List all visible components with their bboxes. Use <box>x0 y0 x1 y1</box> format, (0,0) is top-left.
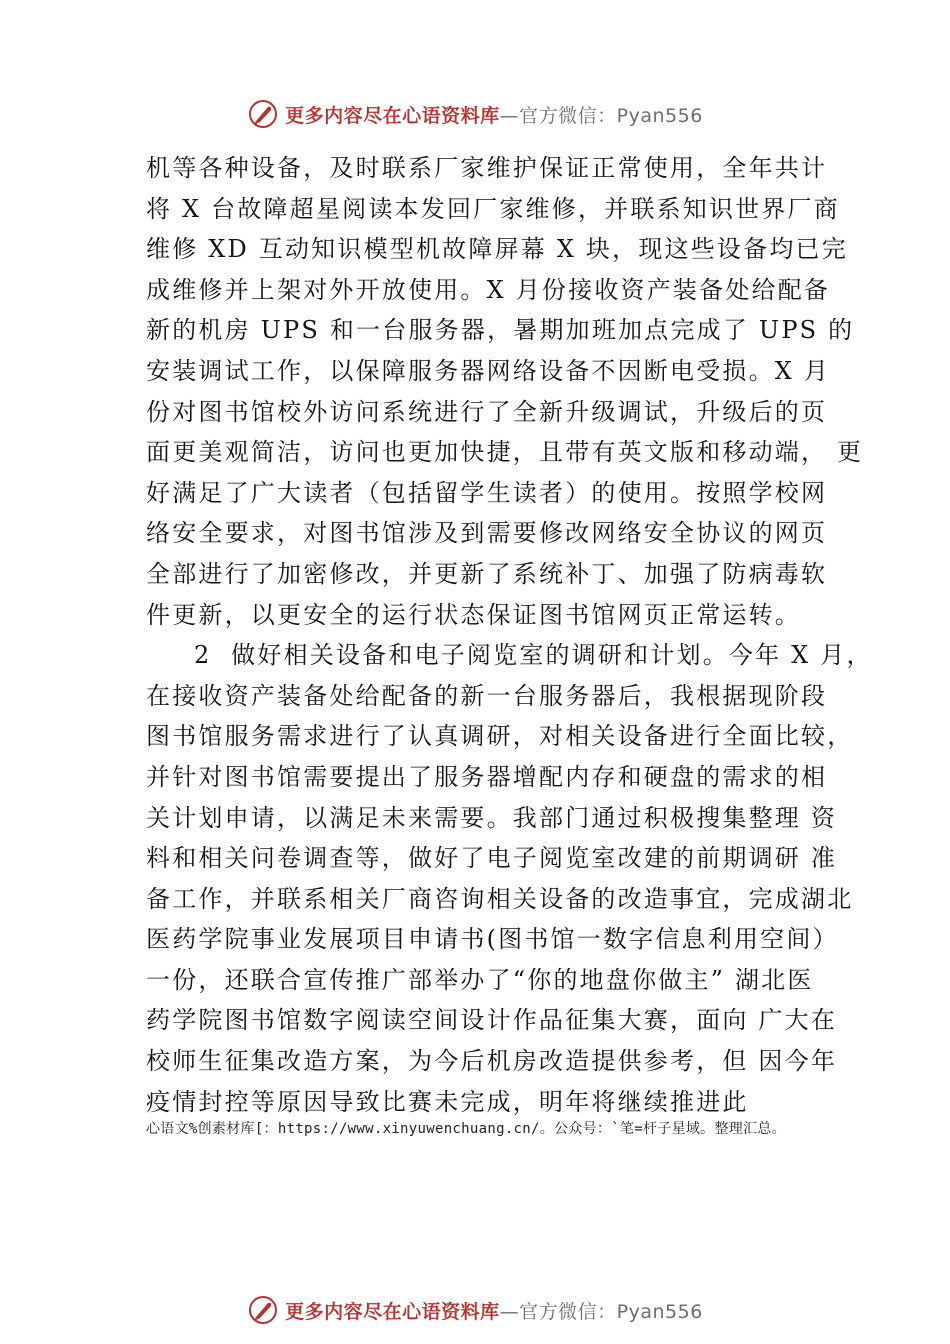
text-line: 关计划申请，以满足未来需要。我部门通过积极搜集整理 资 <box>146 803 838 832</box>
text-line: 件更新，以更安全的运行状态保证图书馆网页正常运转。 <box>146 600 801 629</box>
banner-brand-text: 更多内容尽在心语资料库 <box>285 1300 500 1323</box>
footer-source-note: 心语文%创素材库[：https://www.xinyuwenchuang.cn/。公众号：`笔=杆子星域。整理汇总。 <box>146 1121 786 1137</box>
quill-pen-icon <box>247 98 279 130</box>
text-line: 校师生征集改造方案，为今后机房改造提供参考，但 因今年 <box>146 1047 838 1076</box>
text-line: 面更美观简洁，访问也更加快捷，且带有英文版和移动端， 更 <box>146 438 864 467</box>
quill-pen-icon <box>247 1294 279 1326</box>
text-line: 全部进行了加密修改，并更新了系统补丁、加强了防病毒软 <box>146 559 828 588</box>
text-line: 新的机房 UPS 和一台服务器，暑期加班加点完成了 UPS 的 <box>146 316 855 345</box>
text-line: 好满足了广大读者（包括留学生读者）的使用。按照学校网 <box>146 478 828 507</box>
header-banner <box>0 94 950 134</box>
footer-banner <box>0 1290 950 1330</box>
paragraph-2 <box>146 635 873 1122</box>
text-line: 将 X 台故障超星阅读本发回厂家维修，并联系知识世界厂商 <box>146 194 840 223</box>
banner-wechat-text: —官方微信：Pyan556 <box>499 1300 703 1323</box>
text-line: 料和相关问卷调查等，做好了电子阅览室改建的前期调研 准 <box>146 844 838 873</box>
text-line: 药学院图书馆数字阅读空间设计作品征集大赛，面向 广大在 <box>146 1006 838 1035</box>
text-line: 维修 XD 互动知识模型机故障屏幕 X 块，现这些设备均已完 <box>146 235 848 264</box>
paragraph-first-line: 2 做好相关设备和电子阅览室的调研和计划。今年 X 月， <box>194 641 873 670</box>
text-line: 并针对图书馆需要提出了服务器增配内存和硬盘的需求的相 <box>146 762 828 791</box>
text-line: 图书馆服务需求进行了认真调研，对相关设备进行全面比较， <box>146 722 854 751</box>
paragraph-1 <box>146 148 864 635</box>
banner-brand-text: 更多内容尽在心语资料库 <box>285 104 500 127</box>
text-line: 在接收资产装备处给配备的新一台服务器后，我根据现阶段 <box>146 681 828 710</box>
banner-wechat-text: —官方微信：Pyan556 <box>499 104 703 127</box>
text-line: 医药学院事业发展项目申请书(图书馆一数字信息利用空间） <box>146 925 839 954</box>
text-line: 疫情封控等原因导致比赛未完成，明年将继续推进此 <box>146 1087 749 1116</box>
text-line: 安装调试工作，以保障服务器网络设备不因断电受损。X 月 <box>146 356 831 385</box>
text-line: 份对图书馆校外访问系统进行了全新升级调试，升级后的页 <box>146 397 828 426</box>
text-line: 成维修并上架对外开放使用。X 月份接收资产装备处给配备 <box>146 275 831 304</box>
text-line: 一份，还联合宣传推广部举办了“你的地盘你做主” 湖北医 <box>146 965 814 994</box>
text-line: 备工作，并联系相关厂商咨询相关设备的改造事宜，完成湖北 <box>146 884 854 913</box>
document-body <box>146 148 873 1122</box>
text-line: 机等各种设备，及时联系厂家维护保证正常使用，全年共计 <box>146 154 828 182</box>
text-line: 络安全要求，对图书馆涉及到需要修改网络安全协议的网页 <box>146 519 828 548</box>
